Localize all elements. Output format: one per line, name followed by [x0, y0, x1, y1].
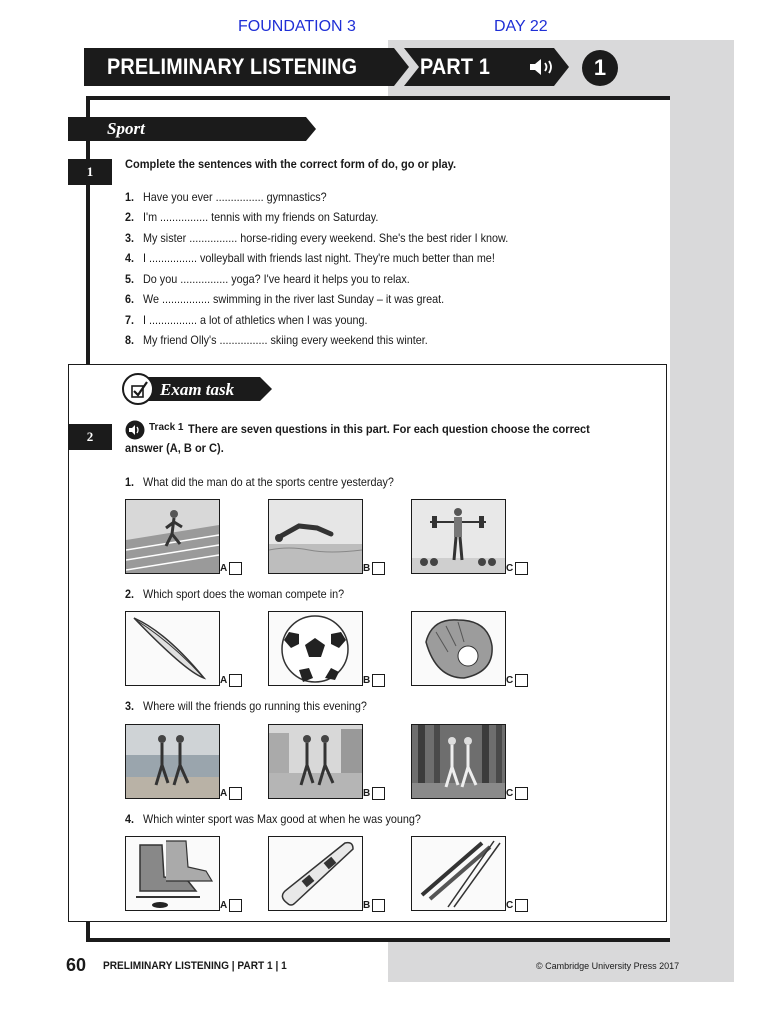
city-running-picture	[268, 724, 363, 799]
question-1: 1. What did the man do at the sports centre yesterday?	[125, 475, 394, 489]
option-label-b: B	[363, 563, 371, 574]
section-title: Sport	[107, 119, 145, 138]
sport-section-tab	[68, 117, 318, 141]
list-item: 5. Do you ................ yoga? I've heard it helps you to relax.	[125, 272, 410, 286]
exam-task-title: Exam task	[160, 380, 235, 399]
answer-checkbox-q3-a[interactable]	[229, 787, 242, 800]
option-label-b: B	[363, 675, 371, 686]
option-label-c: C	[506, 563, 514, 574]
part-badge: 1	[582, 50, 618, 86]
diving-picture	[268, 499, 363, 574]
answer-checkbox-q3-b[interactable]	[372, 787, 385, 800]
exam-instruction-line1: There are seven questions in this part. For each question choose the correct	[188, 422, 590, 436]
beach-running-picture	[125, 724, 220, 799]
answer-checkbox-q2-a[interactable]	[229, 674, 242, 687]
list-item: 1. Have you ever ................ gymnastics?	[125, 190, 327, 204]
list-item: 7. I ................ a lot of athletics when I was young.	[125, 313, 368, 327]
option-label-a: A	[220, 900, 228, 911]
checkbox-tick-icon	[130, 380, 150, 400]
speaker-icon[interactable]	[528, 57, 558, 77]
exam-instruction-line2: answer (A, B or C).	[125, 441, 224, 455]
exercise-instruction: Complete the sentences with the correct form of do, go or play.	[125, 157, 457, 171]
forest-running-picture	[411, 724, 506, 799]
skis-picture	[411, 836, 506, 911]
page-number: 60	[66, 955, 87, 975]
footer-title: PRELIMINARY LISTENING | PART 1 | 1	[103, 960, 287, 972]
track-label: Track 1	[149, 422, 184, 433]
option-label-b: B	[363, 900, 371, 911]
option-label-a: A	[220, 675, 228, 686]
option-label-b: B	[363, 788, 371, 799]
question-3: 3. Where will the friends go running this evening?	[125, 699, 367, 713]
question-4: 4. Which winter sport was Max good at when he was young?	[125, 812, 421, 826]
answer-checkbox-q4-c[interactable]	[515, 899, 528, 912]
running-track-picture	[125, 499, 220, 574]
answer-checkbox-q1-a[interactable]	[229, 562, 242, 575]
option-label-a: A	[220, 563, 228, 574]
audio-speaker-icon[interactable]	[124, 420, 146, 440]
banner-part: PART 1	[420, 54, 491, 79]
answer-checkbox-q4-b[interactable]	[372, 899, 385, 912]
list-item: 3. My sister ................ horse-riding every weekend. She's the best rider I know.	[125, 231, 509, 245]
answer-checkbox-q4-a[interactable]	[229, 899, 242, 912]
option-label-c: C	[506, 788, 514, 799]
surfboard-picture	[125, 611, 220, 686]
option-label-c: C	[506, 675, 514, 686]
ice-skates-picture	[125, 836, 220, 911]
day-label: DAY 22	[494, 18, 548, 35]
copyright: © Cambridge University Press 2017	[536, 961, 680, 971]
answer-checkbox-q1-b[interactable]	[372, 562, 385, 575]
list-item: 2. I'm ................ tennis with my friends on Saturday.	[125, 210, 379, 224]
question-2: 2. Which sport does the woman compete in?	[125, 587, 345, 601]
list-item: 4. I ................ volleyball with friends last night. They're much better than me!	[125, 251, 495, 265]
snowboard-picture	[268, 836, 363, 911]
football-picture	[268, 611, 363, 686]
answer-checkbox-q1-c[interactable]	[515, 562, 528, 575]
exam-exercise-number: 2	[68, 424, 112, 450]
list-item: 8. My friend Olly's ................ skiing every weekend this winter.	[125, 333, 428, 347]
option-label-a: A	[220, 788, 228, 799]
level-label: FOUNDATION 3	[238, 18, 356, 35]
banner-title: PRELIMINARY LISTENING	[107, 54, 358, 79]
option-label-c: C	[506, 900, 514, 911]
weightlifting-picture	[411, 499, 506, 574]
baseball-glove-picture	[411, 611, 506, 686]
exercise-number: 1	[68, 159, 112, 185]
answer-checkbox-q2-c[interactable]	[515, 674, 528, 687]
list-item: 6. We ................ swimming in the river last Sunday – it was great.	[125, 292, 445, 306]
answer-checkbox-q2-b[interactable]	[372, 674, 385, 687]
answer-checkbox-q3-c[interactable]	[515, 787, 528, 800]
